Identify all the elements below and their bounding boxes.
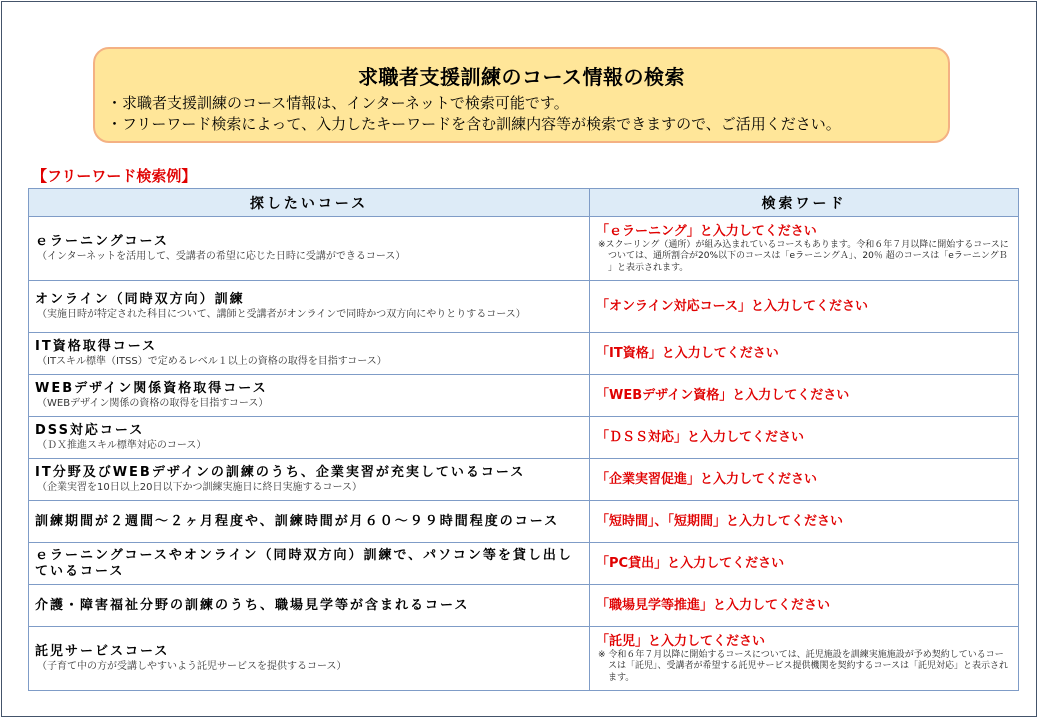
course-title: オンライン（同時双方向）訓練 [35,292,245,307]
keyword-cell [590,543,1019,585]
keyword-note: ※ 令和６年７月以降に開始するコースについては、託児施設を訓練実施施設が予め契約しているコースは「託児」、受講者が希望する託児サービス提供機関を契約するコースは「託児対応」と表示されます。 [598,649,1009,683]
header-box [93,47,950,143]
course-cell [29,585,590,627]
course-desc: （ITスキル標準（ITSS）で定めるレベル１以上の資格の取得を目指すコース） [37,356,387,367]
keyword-cell [590,217,1019,281]
keyword-text: 「託児」と入力してください [596,633,766,649]
table-row [29,217,1019,281]
keyword-text: 「PC貸出」と入力してください [596,556,785,571]
page-title: 求職者支援訓練のコース情報の検索 [358,65,685,89]
keyword-note: ※スクーリング（通所）が組み込まれているコースもあります。令和６年７月以降に開始するコースについては、通所割合が20%以下のコースは「eラーニングＡ」、20％ 超のコースは「eラーニングＢ 」と表示されます。 [598,239,1009,273]
keyword-cell [590,281,1019,333]
keyword-cell [590,585,1019,627]
table-row [29,417,1019,459]
course-title: 介護・障害福祉分野の訓練のうち、職場見学等が含まれるコース [35,597,470,613]
table-row [29,375,1019,417]
keyword-text: 「企業実習促進」と入力してください [596,472,818,487]
course-cell [29,417,590,459]
course-title: IT資格取得コース [35,339,158,354]
course-title: 訓練期間が２週間～２ヶ月程度や、訓練時間が月６０～９９時間程度のコース [35,513,560,529]
table-row [29,459,1019,501]
course-desc: （WEBデザイン関係の資格の取得を目指すコース） [37,398,269,409]
keyword-text: 「ＤＳＳ対応」と入力してください [596,430,805,445]
course-title: 託児サービスコース [35,644,170,659]
course-title: ｅラーニングコース [35,234,169,249]
course-cell [29,459,590,501]
keyword-text: 「WEBデザイン資格」と入力してください [596,388,850,403]
course-desc: （企業実習を10日以上20日以下かつ訓練実施日に終日実施するコース） [37,482,362,493]
keyword-cell [590,417,1019,459]
header-bullet-1: ・求職者支援訓練のコース情報は、インターネットで検索可能です。 [107,94,569,112]
slide-frame [1,1,1037,717]
course-desc: （インターネットを活用して、受講者の希望に応じた日時に受講ができるコース） [37,251,406,262]
table-row [29,543,1019,585]
column-header-keyword: 検索ワード [590,189,1019,217]
keyword-cell [590,459,1019,501]
course-cell [29,217,590,281]
keyword-cell [590,501,1019,543]
keyword-text: 「職場見学等推進」と入力してください [596,598,831,613]
course-cell [29,333,590,375]
course-cell [29,627,590,691]
course-title: IT分野及びWEBデザインの訓練のうち、企業実習が充実しているコース [35,465,526,480]
keyword-text: 「IT資格」と入力してください [596,346,779,361]
course-desc: （子育て中の方が受講しやすいよう託児サービスを提供するコース） [37,661,347,672]
course-title: ｅラーニングコースやオンライン（同時双方向）訓練で、パソコン等を貸し出しているコース [35,547,573,579]
keyword-cell [590,375,1019,417]
table-row [29,333,1019,375]
course-title: DSS対応コース [35,423,145,438]
table-row [29,585,1019,627]
table-header-row [29,189,1019,217]
header-bullet-2: ・フリーワード検索によって、入力したキーワードを含む訓練内容等が検索できますので、ご活用ください。 [107,115,841,133]
course-title: WEBデザイン関係資格取得コース [35,381,268,396]
course-cell [29,375,590,417]
course-cell [29,501,590,543]
column-header-course: 探したいコース [29,189,590,217]
keyword-cell [590,333,1019,375]
section-label: 【フリーワード検索例】 [32,167,197,185]
course-desc: （ＤＸ推進スキル標準対応のコース） [37,440,207,451]
course-cell [29,281,590,333]
table-row [29,281,1019,333]
keyword-text: 「ｅラーニング」と入力してください [596,223,817,239]
course-cell [29,543,590,585]
keyword-cell [590,627,1019,691]
keyword-text: 「オンライン対応コース」と入力してください [596,299,868,314]
course-desc: （実施日時が特定された科目について、講師と受講者がオンラインで同時かつ双方向にやりとりするコース） [37,309,526,320]
table-row [29,501,1019,543]
table-row [29,627,1019,691]
course-table [28,188,1019,691]
keyword-text: 「短時間」、「短期間」と入力してください [596,514,844,529]
